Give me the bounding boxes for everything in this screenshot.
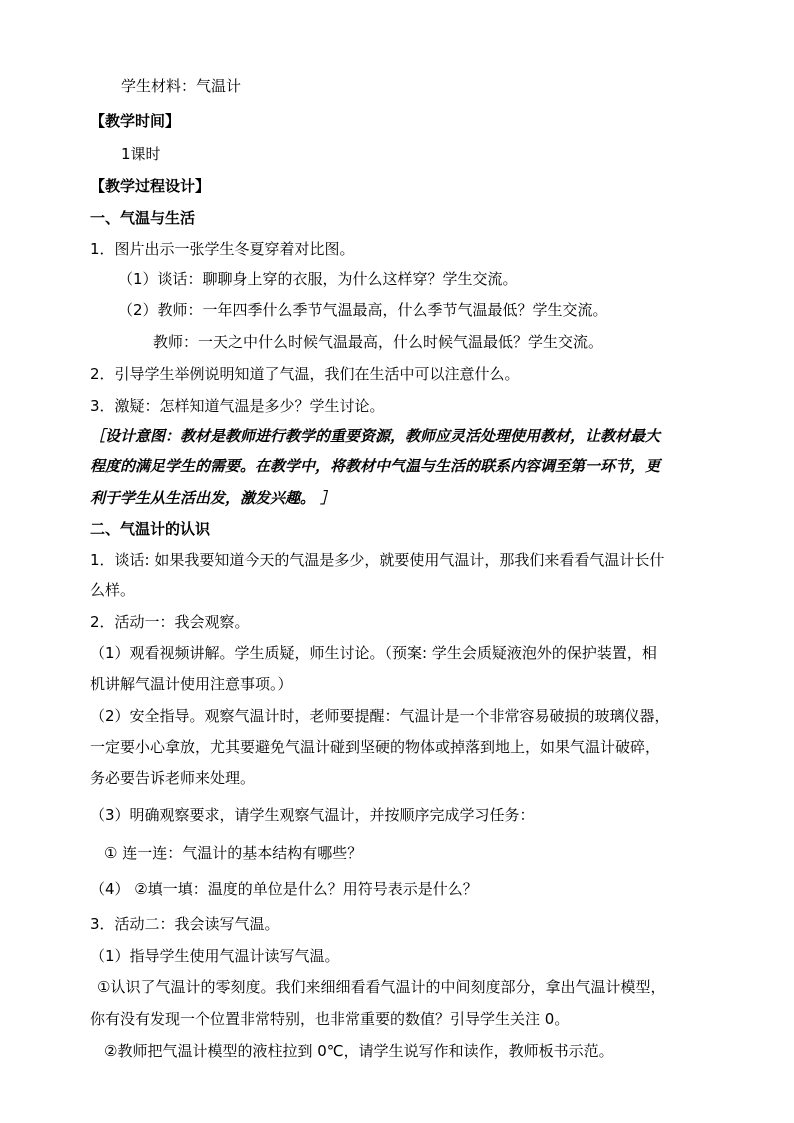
design-intent-line-2: 程度的满足学生的需要。在教学中，将教材中气温与生活的联系内容调至第一环节，更 (90, 457, 661, 475)
design-intent-line-3: 利于学生从生活出发，激发兴趣。 ］ (90, 489, 336, 507)
s2-item-3: 3．活动二：我会读写气温。 (90, 915, 280, 933)
s1-item-1a: （1）谈话：聊聊身上穿的衣服，为什么这样穿？学生交流。 (118, 270, 518, 288)
s2-2-2-line-2: 一定要小心拿放，尤其要避免气温计碰到坚硬的物体或掉落到地上，如果气温计破碎， (90, 738, 661, 756)
s2-2-1-line-1: （1）观看视频讲解。学生质疑，师生讨论。（预案: 学生会质疑液泡外的保护装置，相 (90, 644, 657, 662)
s1-item-1b: （2）教师：一年四季什么季节气温最高，什么季节气温最低？学生交流。 (118, 301, 608, 319)
s1-item-3: 3．激疑：怎样知道气温是多少？学生讨论。 (90, 397, 385, 415)
time-heading: 【教学时间】 (90, 112, 181, 130)
process-heading: 【教学过程设计】 (90, 177, 211, 195)
s2-2-2-line-1: （2）安全指导。观察气温计时，老师要提醒：气温计是一个非常容易破损的玻璃仪器， (90, 707, 670, 725)
s1-item-2: 2．引导学生举例说明知道了气温，我们在生活中可以注意什么。 (90, 365, 520, 383)
s2-item-1-line-1: 1．谈话: 如果我要知道今天的气温是多少，就要使用气温计，那我们来看看气温计长什 (90, 551, 665, 569)
s1-item-1: 1．图片出示一张学生冬夏穿着对比图。 (90, 240, 355, 258)
s2-2-3-task-b: （4） ②填一填：温度的单位是什么？用符号表示是什么？ (90, 880, 478, 898)
s2-item-2: 2．活动一：我会观察。 (90, 613, 250, 631)
s2-2-2-line-3: 务必要告诉老师来处理。 (90, 769, 256, 787)
time-value: 1课时 (121, 145, 161, 163)
s2-2-3: （3）明确观察要求，请学生观察气温计，并按顺序完成学习任务： (90, 806, 535, 824)
section-1-heading: 一、气温与生活 (90, 209, 196, 227)
materials-line: 学生材料：气温计 (121, 77, 242, 95)
design-intent-line-1: ［设计意图：教材是教师进行教学的重要资源，教师应灵活处理使用教材，让教材最大 (90, 427, 661, 445)
s2-3-1a-line-2: 你有没有发现一个位置非常特别，也非常重要的数值？引导学生关注 0。 (90, 1010, 570, 1028)
s1-item-1c: 教师：一天之中什么时候气温最高，什么时候气温最低？学生交流。 (153, 333, 604, 351)
section-2-heading: 二、气温计的认识 (90, 520, 211, 538)
s2-2-3-task-a: ① 连一连：气温计的基本结构有哪些？ (104, 844, 363, 862)
s2-item-1-line-2: 么样。 (90, 581, 136, 599)
s2-2-1-line-2: 机讲解气温计使用注意事项。） (90, 675, 293, 693)
s2-3-1a-line-1: ①认识了气温计的零刻度。我们来细细看看气温计的中间刻度部分，拿出气温计模型， (97, 978, 666, 996)
s2-3-1b: ②教师把气温计模型的液柱拉到 0℃，请学生说写作和读作，教师板书示范。 (104, 1042, 614, 1060)
s2-3-1: （1）指导学生使用气温计读写气温。 (90, 947, 340, 965)
